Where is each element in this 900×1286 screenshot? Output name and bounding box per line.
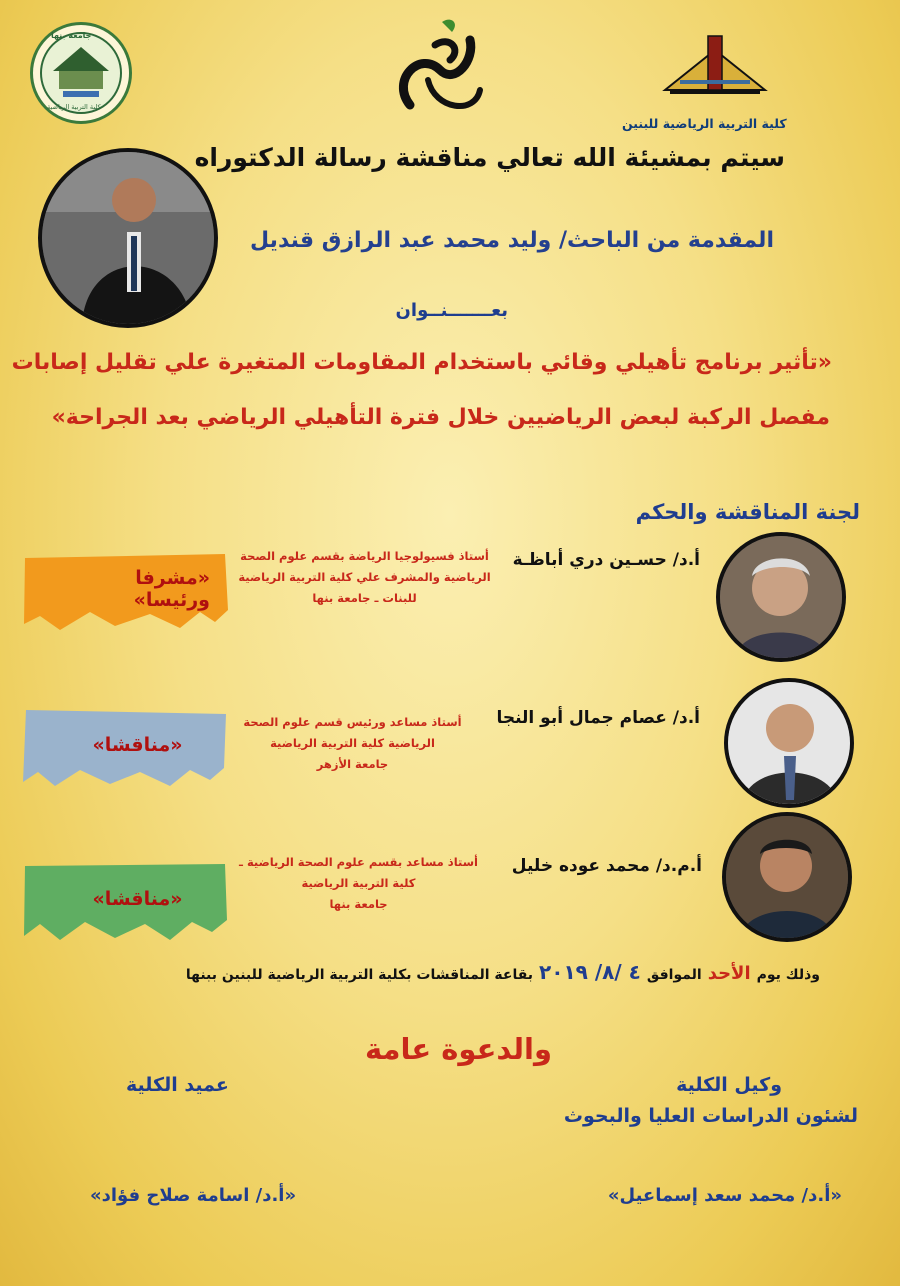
vice-dean-name: «أ.د/ محمد سعد إسماعيل»	[607, 1185, 842, 1206]
committee-heading: لجنة المناقشة والحكم	[635, 500, 860, 524]
dean-title: عميد الكلية	[126, 1074, 229, 1096]
invitation-calligraphy	[380, 10, 500, 130]
dean-name: «أ.د/ اسامة صلاح فؤاد»	[90, 1185, 297, 1206]
member-2-desc-line2: الرياضية كلية التربية الرياضية	[270, 736, 435, 750]
member-1-role-banner	[20, 550, 230, 630]
faculty-name: كلية التربية الرياضية للبنين	[622, 116, 787, 131]
event-line	[186, 960, 820, 984]
member-2-desc-line1: أستاذ مساعد ورئيس قسم علوم الصحة	[243, 715, 462, 729]
member-2-role-banner	[20, 706, 230, 786]
invitation-word	[380, 10, 382, 11]
member-1-desc-line2: الرياضية والمشرف علي كلية التربية الرياضية	[238, 570, 491, 584]
vice-dean-sub: لشئون الدراسات العليا والبحوث	[563, 1105, 858, 1127]
member-1-photo	[716, 532, 846, 662]
member-3-photo	[722, 812, 852, 942]
member-2-role: «مناقشا»	[92, 734, 183, 756]
event-date: ٤ /٨/ ٢٠١٩	[539, 960, 641, 984]
presenter-photo	[38, 148, 218, 328]
member-3-role-banner	[20, 860, 230, 940]
member-1-desc-line3: للبنات ـ جامعة بنها	[312, 591, 417, 605]
university-logo	[30, 22, 132, 124]
member-3-desc	[226, 852, 491, 915]
faculty-logo	[660, 32, 770, 102]
member-2-desc	[240, 712, 465, 775]
announcement-text: سيتم بمشيئة الله تعالي مناقشة رسالة الدكتوراه	[194, 143, 785, 172]
vice-dean-title: وكيل الكلية	[676, 1074, 782, 1096]
member-1-name: أ.د/ حسـين دري أباظـة	[512, 550, 700, 570]
member-1-desc	[232, 546, 497, 609]
public-invitation: والدعوة عامة	[364, 1032, 552, 1066]
member-3-name: أ.م.د/ محمد عوده خليل	[511, 856, 702, 876]
presenter-name: المقدمة من الباحث/ وليد محمد عبد الرازق قنديل	[250, 228, 774, 253]
member-2-photo	[724, 678, 854, 808]
member-1-role: «مشرفا ورئيسا»	[133, 567, 210, 611]
member-2-name: أ.د/ عصام جمال أبو النجا	[496, 708, 700, 728]
university-logo-text: جامعة بنها	[51, 31, 92, 40]
event-prefix: وذلك يوم	[756, 967, 820, 983]
event-day: الأحد	[707, 963, 751, 984]
thesis-title-line1: «تأثير برنامج تأهيلي وقائي باستخدام المقاومات المتغيرة علي تقليل إصابات	[11, 350, 832, 375]
member-3-desc-line2: كلية التربية الرياضية	[301, 876, 416, 890]
thesis-title-label: بعـــــــنــوان	[395, 300, 508, 321]
event-venue: بقاعة المناقشات بكلية التربية الرياضية للبنين ببنها	[185, 967, 534, 983]
thesis-title-line2: مفصل الركبة لبعض الرياضيين خلال فترة التأهيلي الرياضي بعد الجراحة»	[51, 405, 830, 430]
member-3-desc-line3: جامعة بنها	[329, 897, 388, 911]
member-3-desc-line1: أستاذ مساعد بقسم علوم الصحة الرياضية ـ	[239, 855, 478, 869]
member-3-role: «مناقشا»	[92, 888, 183, 910]
member-1-desc-line1: أستاذ فسيولوجيا الرياضة بقسم علوم الصحة	[240, 549, 489, 563]
event-corresponding: الموافق	[646, 967, 702, 983]
calligraphy-icon	[380, 10, 500, 130]
faculty-logo-icon	[660, 32, 770, 102]
member-2-desc-line3: جامعة الأزهر	[316, 757, 389, 771]
university-logo-sub: كلية التربية الرياضية	[47, 103, 101, 111]
